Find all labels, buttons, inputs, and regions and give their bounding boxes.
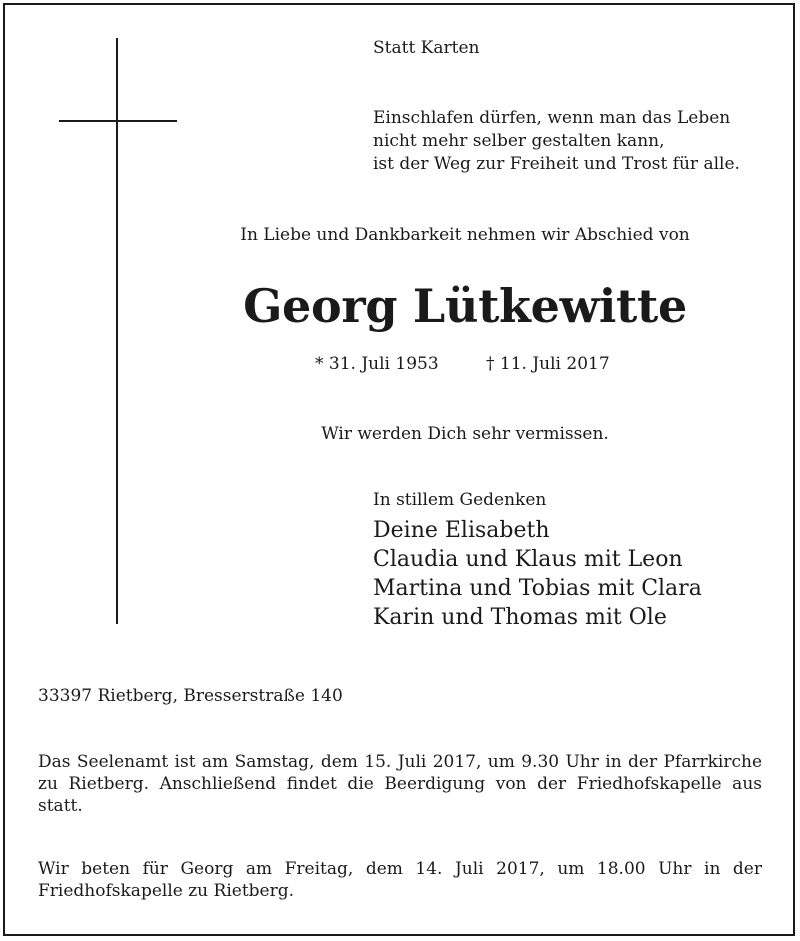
- statt-karten-label: Statt Karten: [373, 38, 480, 58]
- poem-line: nicht mehr selber gestalten kann,: [373, 131, 665, 151]
- deceased-name: Georg Lütkewitte: [243, 279, 687, 333]
- mourner-name: Martina und Tobias mit Clara: [373, 576, 702, 601]
- address: 33397 Rietberg, Bresserstraße 140: [38, 686, 343, 706]
- poem-line: ist der Weg zur Freiheit und Trost für alle.: [373, 154, 740, 174]
- requiem-paragraph: Das Seelenamt ist am Samstag, dem 15. Juli 2017, um 9.30 Uhr in der Pfarrkirche zu Rietberg. Anschließend findet die Beerdigung von der Friedhofskapelle aus statt.: [38, 752, 762, 816]
- cross-horizontal-bar: [59, 120, 177, 122]
- intro-text: In Liebe und Dankbarkeit nehmen wir Abschied von: [240, 225, 690, 245]
- mourner-name: Karin und Thomas mit Ole: [373, 605, 667, 630]
- poem-line: Einschlafen dürfen, wenn man das Leben: [373, 108, 731, 128]
- mourner-name: Deine Elisabeth: [373, 518, 550, 543]
- birth-date: * 31. Juli 1953: [315, 354, 439, 374]
- mourner-name: Claudia und Klaus mit Leon: [373, 547, 683, 572]
- mourners-heading: In stillem Gedenken: [373, 490, 547, 510]
- farewell-text: Wir werden Dich sehr vermissen.: [321, 424, 609, 444]
- death-date: † 11. Juli 2017: [486, 354, 610, 374]
- prayer-paragraph: Wir beten für Georg am Freitag, dem 14. Juli 2017, um 18.00 Uhr in der Friedhofskapelle zu Rietberg.: [38, 859, 762, 901]
